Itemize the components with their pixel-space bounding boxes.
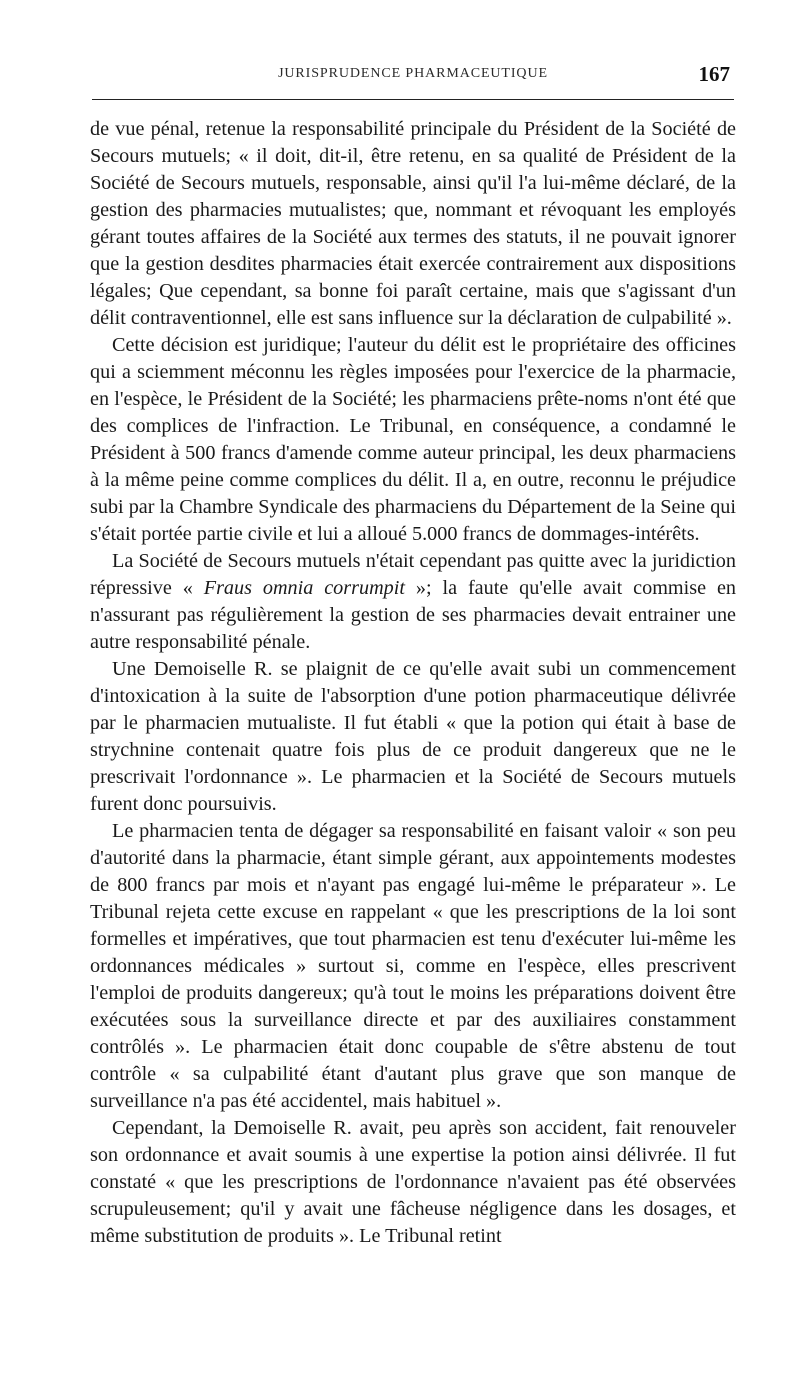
paragraph-1: de vue pénal, retenue la responsabilité principale du Président de la Société de Secours mutuels; « il doit, dit-il, être retenu, en sa qualité de Président de la Société de Secours mutuels, responsable, ainsi qu'il l'a lui-même déclaré, de la gestion des pharmacies mutualistes; que, nommant et révoquant les employés gérant toutes affaires de la Société aux termes des statuts, il ne pouvait ignorer que la gestion desdites pharmacies était exercée contrairement aux dispositions légales; Que cependant, sa bonne foi paraît certaine, mais que s'agissant d'un délit contraventionnel, elle est sans influence sur la déclaration de culpabilité ».	[90, 118, 736, 329]
header-rule	[92, 99, 734, 100]
paragraph-2: Cette décision est juridique; l'auteur du délit est le propriétaire des officines qui a sciemment méconnu les règles imposées pour l'exercice de la pharmacie, en l'espèce, le Président de la Société; les pharmaciens prête-noms n'ont été que des complices de l'infraction. Le Tribunal, en conséquence, a condamné le Président à 500 francs d'amende comme auteur principal, les deux pharmaciens à la même peine comme complices du délit. Il a, en outre, reconnu le préjudice subi par la Chambre Syndicale des pharmaciens du Département de la Seine qui s'était portée partie civile et lui a alloué 5.000 francs de dommages-intérêts.	[90, 334, 736, 545]
paragraph-3	[90, 548, 736, 656]
paragraph-6: Cependant, la Demoiselle R. avait, peu après son accident, fait renouveler son ordonnance et avait soumis à une expertise la potion ainsi délivrée. Il fut constaté « que les prescriptions de l'ordonnance n'avaient pas été observées scrupuleusement; qu'il y avait une fâcheuse négligence dans les dosages, et même substitution de produits ». Le Tribunal retint	[90, 1117, 736, 1247]
paragraph-3-start: La Société de Secours mutuels n'était cependant pas quitte avec la juridiction répressive «	[90, 550, 736, 599]
page-number: 167	[698, 62, 730, 86]
running-head: JURISPRUDENCE PHARMACEUTIQUE	[278, 66, 548, 81]
paragraph-5: Le pharmacien tenta de dégager sa responsabilité en faisant valoir « son peu d'autorité dans la pharmacie, étant simple gérant, aux appointements modestes de 800 francs par mois et n'ayant pas engagé lui-même le préparateur ». Le Tribunal rejeta cette excuse en rappelant « que les prescriptions de la loi sont formelles et impératives, que tout pharmacien est tenu d'exécuter lui-même les ordonnances médicales » surtout si, comme en l'espèce, elles prescrivent l'emploi de produits dangereux; qu'à tout le moins les préparations doivent être exécutées sous la surveillance directe et par des auxiliaires constamment contrôlés ». Le pharmacien était donc coupable de s'être abstenu de tout contrôle « sa culpabilité étant d'autant plus grave que son manque de surveillance n'a pas été accidentel, mais habituel ».	[90, 820, 736, 1112]
latin-maxim: Fraus omnia corrumpit	[203, 577, 405, 599]
page-header	[92, 62, 734, 102]
body-text	[90, 116, 736, 1250]
paragraph-4: Une Demoiselle R. se plaignit de ce qu'elle avait subi un commencement d'intoxication à la suite de l'absorption d'une potion pharmaceutique délivrée par le pharmacien mutualiste. Il fut établi « que la potion qui était à base de strychnine contenait quatre fois plus de ce produit dangereux que ne le prescrivait l'ordonnance ». Le pharmacien et la Société de Secours mutuels furent donc poursuivis.	[90, 658, 736, 815]
paragraph-3-end: »; la faute qu'elle avait commise en n'assurant pas régulièrement la gestion de ses pharmacies devait entrainer une autre responsabilité pénale.	[90, 577, 737, 653]
